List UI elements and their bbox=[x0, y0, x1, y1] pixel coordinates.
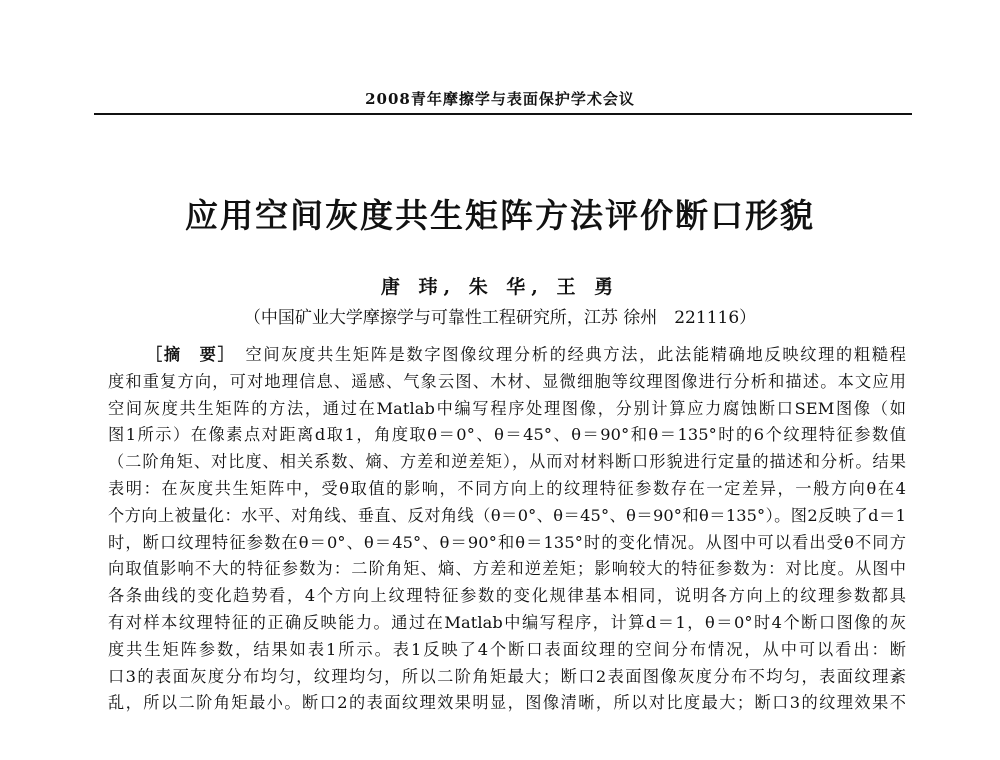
abstract-line: 时，断口纹理特征参数在θ＝0°、θ＝45°、θ＝90°和θ＝135°时的变化情况。从图中可以看出受θ不同方 bbox=[108, 532, 906, 552]
abstract-line: 空间灰度共生矩阵的方法，通过在Matlab中编写程序处理图像，分别计算应力腐蚀断口SEM图像（如 bbox=[108, 398, 906, 418]
abstract-line: 乱，所以二阶角矩最小。断口2的表面纹理效果明显，图像清晰，所以对比度最大；断口3的纹理效果不 bbox=[108, 693, 906, 713]
abstract-line: 各条曲线的变化趋势看，4个方向上纹理特征参数的变化规律基本相同，说明各方向上的纹理参数都具 bbox=[108, 586, 906, 606]
abstract-label: ［摘 要］ bbox=[146, 345, 236, 364]
abstract-line: 图1所示）在像素点对距离d取1，角度取θ＝0°、θ＝45°、θ＝90°和θ＝135°时的6个纹理特征参数值 bbox=[108, 425, 906, 445]
abstract-line: 有对样本纹理特征的正确反映能力。通过在Matlab中编写程序，计算d＝1，θ＝0°时4个断口图像的灰 bbox=[108, 612, 906, 632]
abstract-line: 度共生矩阵参数，结果如表1所示。表1反映了4个断口表面纹理的空间分布情况，从中可以看出：断 bbox=[108, 639, 906, 659]
abstract-line bbox=[108, 342, 906, 369]
abstract-line: （二阶角矩、对比度、相关系数、熵、方差和逆差矩），从而对材料断口形貌进行定量的描述和分析。结果 bbox=[108, 452, 906, 472]
abstract-line: 向取值影响不大的特征参数为：二阶角矩、熵、方差和逆差矩；影响较大的特征参数为：对比度。从图中 bbox=[108, 559, 906, 579]
running-header: 2008青年摩擦学与表面保护学术会议 bbox=[365, 90, 635, 108]
affiliation: （中国矿业大学摩擦学与可靠性工程研究所，江苏 徐州 221116） bbox=[243, 308, 757, 328]
abstract-line: 口3的表面灰度分布均匀，纹理均匀，所以二阶角矩最大；断口2表面图像灰度分布不均匀，表面纹理紊 bbox=[108, 666, 906, 686]
abstract-line: 个方向上被量化：水平、对角线、垂直、反对角线（θ＝0°、θ＝45°、θ＝90°和θ＝135°）。图2反映了d＝1 bbox=[108, 505, 906, 525]
abstract-line-text: 空间灰度共生矩阵是数字图像纹理分析的经典方法，此法能精确地反映纹理的粗糙程 bbox=[245, 345, 906, 364]
abstract-line: 度和重复方向，可对地理信息、遥感、气象云图、木材、显微细胞等纹理图像进行分析和描述。本文应用 bbox=[108, 371, 906, 391]
author-list: 唐 玮, 朱 华, 王 勇 bbox=[380, 276, 620, 298]
header-rule bbox=[94, 113, 912, 115]
paper-title: 应用空间灰度共生矩阵方法评价断口形貌 bbox=[185, 196, 815, 235]
abstract-line: 表明：在灰度共生矩阵中，受θ取值的影响，不同方向上的纹理特征参数存在一定差异，一般方向θ在4 bbox=[108, 478, 906, 498]
abstract bbox=[108, 342, 906, 717]
